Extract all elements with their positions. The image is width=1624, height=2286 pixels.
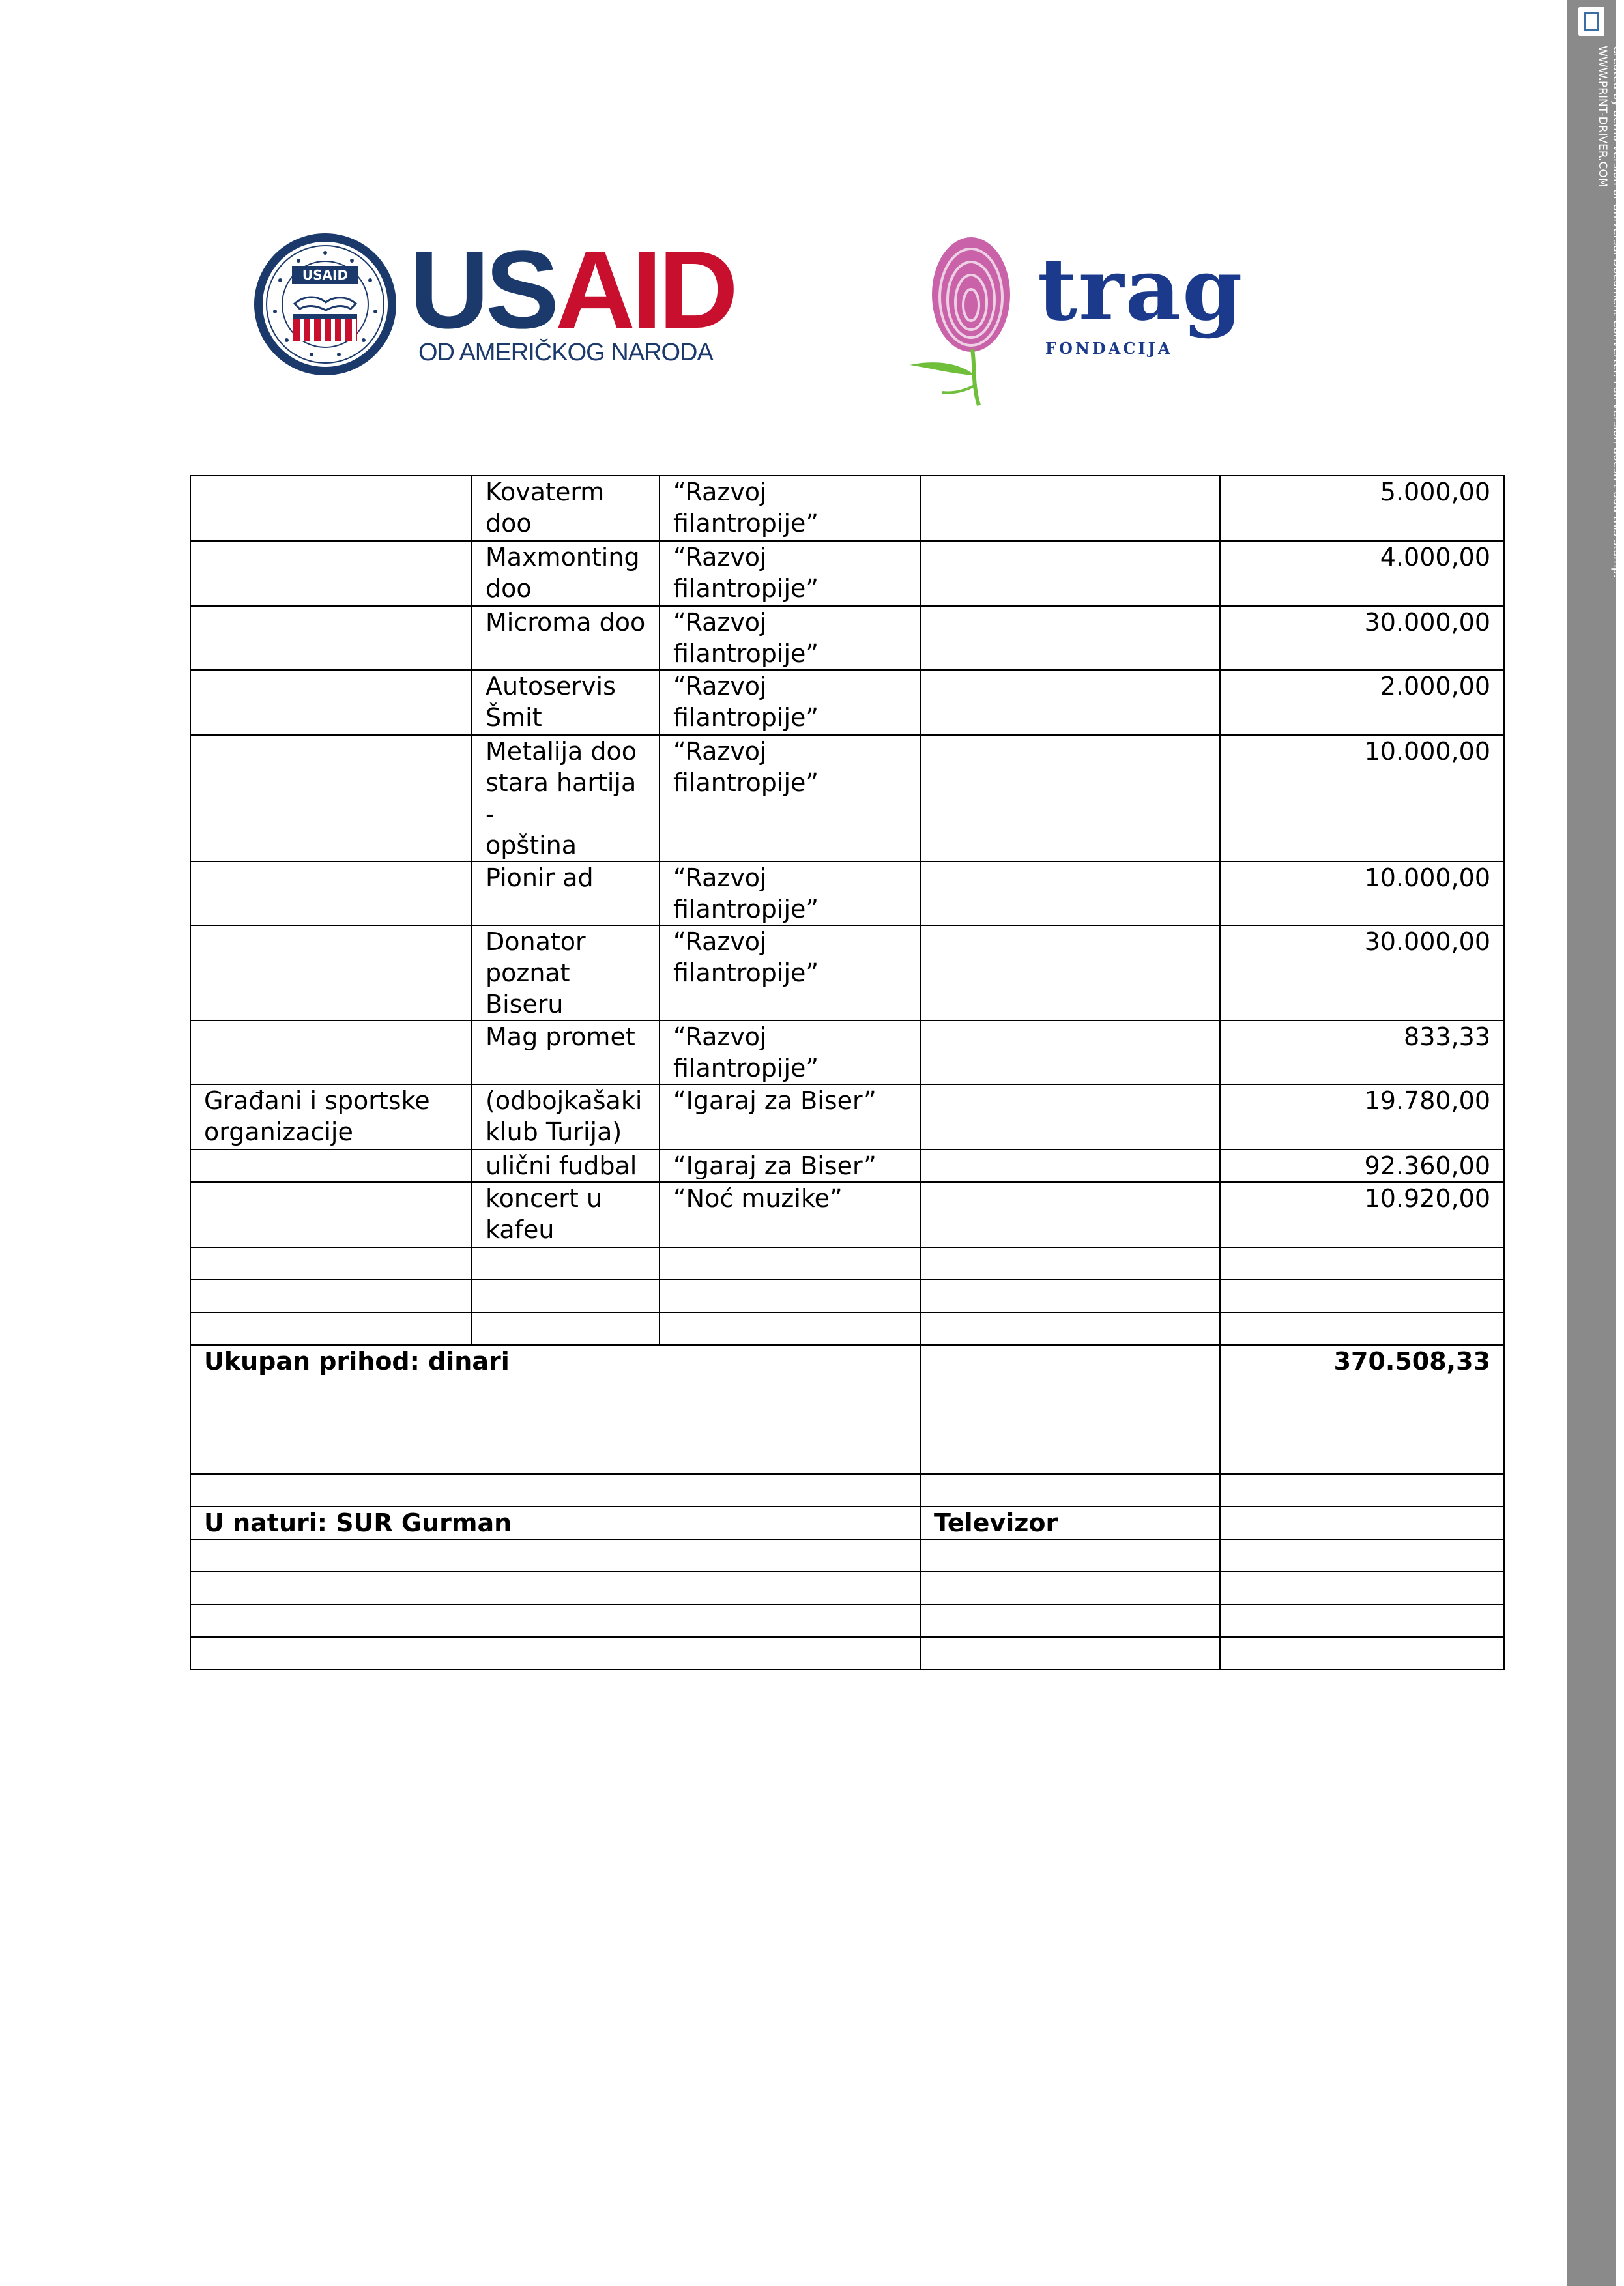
- category-cell: Građani i sportske organizacije: [190, 1084, 472, 1150]
- campaign-cell: “Razvoj filantropije”: [660, 541, 920, 606]
- campaign-cell: “Igaraj za Biser”: [660, 1150, 920, 1182]
- stamp-line-2: WWW.PRINT-DRIVER.COM: [1596, 46, 1609, 188]
- in-kind-item: Televizor: [920, 1507, 1220, 1539]
- empty-cell: [190, 1312, 472, 1345]
- donor-cell: Metalija doo stara hartija - opština: [472, 735, 660, 861]
- amount-cell: 10.000,00: [1220, 861, 1504, 925]
- empty-cell: [920, 1474, 1220, 1507]
- empty-cell: [920, 861, 1220, 925]
- amount-cell: 30.000,00: [1220, 925, 1504, 1020]
- empty-row: [190, 1280, 1504, 1312]
- empty-cell: [1220, 1637, 1504, 1670]
- empty-cell: [472, 1312, 660, 1345]
- empty-cell: [920, 1247, 1220, 1280]
- empty-cell: [190, 1604, 920, 1637]
- donor-cell: koncert u kafeu: [472, 1182, 660, 1247]
- empty-cell: [920, 1312, 1220, 1345]
- empty-cell: [920, 1280, 1220, 1312]
- donor-cell: (odbojkašaki klub Turija): [472, 1084, 660, 1150]
- empty-cell: [920, 1539, 1220, 1572]
- empty-cell: [920, 1182, 1220, 1247]
- empty-cell: [920, 1604, 1220, 1637]
- empty-cell: [920, 1150, 1220, 1182]
- table-row: [190, 670, 1504, 735]
- converter-stamp-text: [1595, 46, 1624, 578]
- donor-cell: Autoservis Šmit: [472, 670, 660, 735]
- empty-row: [190, 1604, 1504, 1637]
- table-row: [190, 606, 1504, 670]
- table-row: [190, 735, 1504, 861]
- category-cell: [190, 925, 472, 1020]
- campaign-cell: “Razvoj filantropije”: [660, 735, 920, 861]
- amount-cell: 19.780,00: [1220, 1084, 1504, 1150]
- category-cell: [190, 1020, 472, 1084]
- campaign-cell: “Razvoj filantropije”: [660, 925, 920, 1020]
- donor-cell: Maxmonting doo: [472, 541, 660, 606]
- empty-cell: [660, 1247, 920, 1280]
- usaid-subtitle: OD AMERIČKOG NARODA: [418, 339, 713, 366]
- category-cell: [190, 735, 472, 861]
- empty-cell: [1220, 1474, 1504, 1507]
- table-row: [190, 861, 1504, 925]
- fingerprint-flower-icon: [907, 235, 1037, 411]
- empty-row: [190, 1572, 1504, 1604]
- donor-cell: Microma doo: [472, 606, 660, 670]
- amount-cell: 2.000,00: [1220, 670, 1504, 735]
- table-row: [190, 541, 1504, 606]
- total-row: [190, 1345, 1504, 1474]
- campaign-cell: “Razvoj filantropije”: [660, 476, 920, 541]
- empty-cell: [472, 1280, 660, 1312]
- empty-cell: [1220, 1572, 1504, 1604]
- usaid-logo: [254, 228, 736, 383]
- empty-cell: [1220, 1604, 1504, 1637]
- category-cell: [190, 1182, 472, 1247]
- campaign-cell: “Razvoj filantropije”: [660, 861, 920, 925]
- empty-cell: [190, 1474, 920, 1507]
- donor-cell: Kovaterm doo: [472, 476, 660, 541]
- amount-cell: 4.000,00: [1220, 541, 1504, 606]
- empty-cell: [920, 1345, 1220, 1474]
- campaign-cell: “Razvoj filantropije”: [660, 606, 920, 670]
- handshake-icon: [292, 289, 358, 315]
- empty-cell: [920, 1637, 1220, 1670]
- table-row: [190, 476, 1504, 541]
- seal-stripes: [293, 319, 357, 341]
- empty-cell: [660, 1312, 920, 1345]
- category-cell: [190, 606, 472, 670]
- table-row: [190, 1020, 1504, 1084]
- category-cell: [190, 476, 472, 541]
- empty-cell: [1220, 1280, 1504, 1312]
- table-row: [190, 1182, 1504, 1247]
- empty-cell: [190, 1247, 472, 1280]
- empty-cell: [920, 1084, 1220, 1150]
- empty-cell: [190, 1637, 920, 1670]
- empty-cell: [1220, 1312, 1504, 1345]
- campaign-cell: “Razvoj filantropije”: [660, 1020, 920, 1084]
- empty-cell: [920, 735, 1220, 861]
- donations-table: [190, 475, 1505, 1670]
- empty-cell: [660, 1280, 920, 1312]
- table-row: [190, 925, 1504, 1020]
- usaid-seal: [254, 233, 396, 375]
- in-kind-label: U naturi: SUR Gurman: [190, 1507, 920, 1539]
- empty-cell: [920, 1572, 1220, 1604]
- usaid-word-aid: AID: [555, 228, 734, 352]
- converter-logo-icon: [1578, 7, 1604, 36]
- donor-cell: Donator poznat Biseru: [472, 925, 660, 1020]
- empty-cell: [1220, 1539, 1504, 1572]
- empty-cell: [920, 606, 1220, 670]
- converter-stamp-bar: [1567, 0, 1623, 2286]
- total-label: Ukupan prihod: dinari: [190, 1345, 920, 1474]
- amount-cell: 10.000,00: [1220, 735, 1504, 861]
- donor-cell: Pionir ad: [472, 861, 660, 925]
- table-row: [190, 1150, 1504, 1182]
- empty-cell: [920, 670, 1220, 735]
- in-kind-row: [190, 1507, 1504, 1539]
- empty-row: [190, 1637, 1504, 1670]
- campaign-cell: “Razvoj filantropije”: [660, 670, 920, 735]
- trag-subtitle: FONDACIJA: [1045, 339, 1173, 358]
- usaid-wordmark: [409, 228, 734, 352]
- usaid-word-us: US: [409, 228, 556, 352]
- empty-cell: [472, 1247, 660, 1280]
- category-cell: [190, 1150, 472, 1182]
- category-cell: [190, 541, 472, 606]
- empty-cell: [920, 925, 1220, 1020]
- campaign-cell: “Igaraj za Biser”: [660, 1084, 920, 1150]
- empty-row: [190, 1312, 1504, 1345]
- empty-cell: [190, 1572, 920, 1604]
- donor-cell: ulični fudbal: [472, 1150, 660, 1182]
- seal-badge: USAID: [292, 266, 358, 284]
- amount-cell: 92.360,00: [1220, 1150, 1504, 1182]
- empty-cell: [920, 541, 1220, 606]
- amount-cell: 5.000,00: [1220, 476, 1504, 541]
- empty-cell: [190, 1280, 472, 1312]
- campaign-cell: “Noć muzike”: [660, 1182, 920, 1247]
- empty-cell: [190, 1539, 920, 1572]
- amount-cell: 10.920,00: [1220, 1182, 1504, 1247]
- empty-cell: [920, 476, 1220, 541]
- table-row: [190, 1084, 1504, 1150]
- empty-cell: [1220, 1507, 1504, 1539]
- trag-wordmark: trag: [1037, 239, 1244, 340]
- category-cell: [190, 670, 472, 735]
- trag-logo: [907, 235, 1259, 411]
- amount-cell: 833,33: [1220, 1020, 1504, 1084]
- stamp-line-1: Created by demo version of Universal Document Converter. Full version doesn't add this stamp.: [1610, 46, 1623, 578]
- empty-cell: [1220, 1247, 1504, 1280]
- amount-cell: 30.000,00: [1220, 606, 1504, 670]
- empty-row: [190, 1247, 1504, 1280]
- empty-cell: [920, 1020, 1220, 1084]
- empty-row: [190, 1539, 1504, 1572]
- category-cell: [190, 861, 472, 925]
- donor-cell: Mag promet: [472, 1020, 660, 1084]
- total-value: 370.508,33: [1220, 1345, 1504, 1474]
- empty-row: [190, 1474, 1504, 1507]
